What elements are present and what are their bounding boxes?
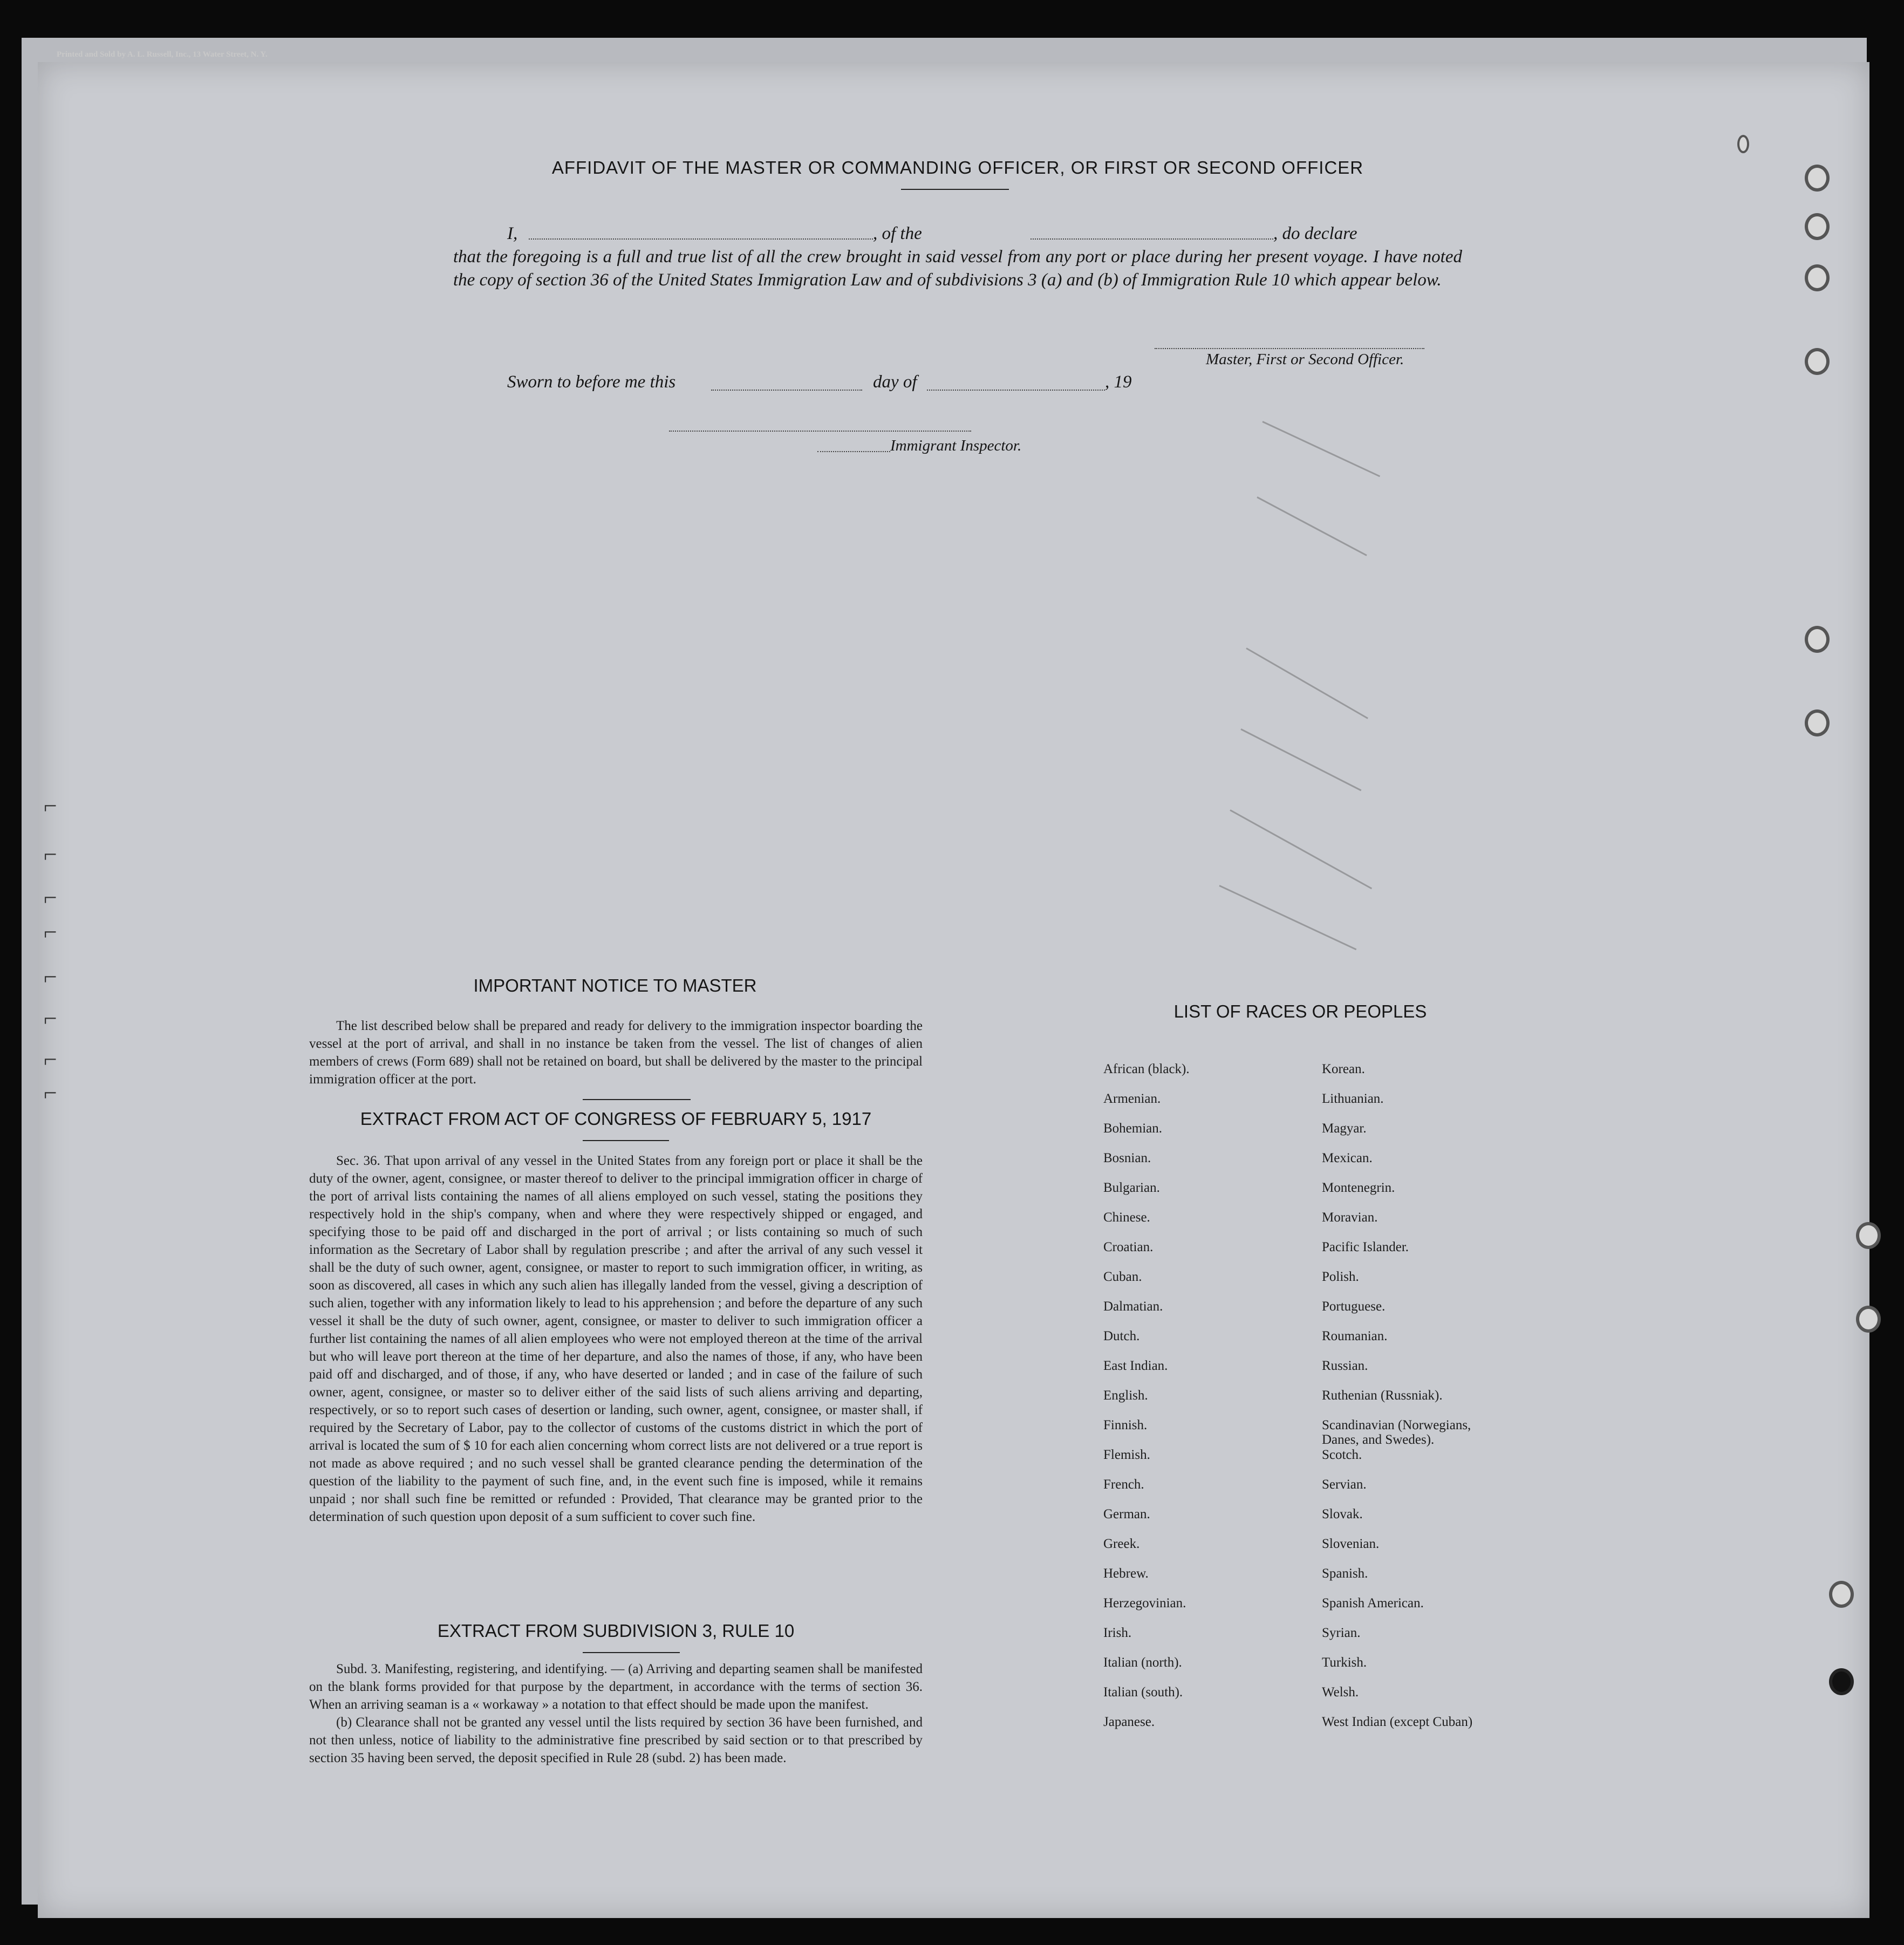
binder-hole — [1805, 213, 1830, 240]
race-item: Korean. — [1322, 1062, 1365, 1076]
inspector-signature-line[interactable] — [669, 431, 971, 432]
notice-heading: IMPORTANT NOTICE TO MASTER — [473, 975, 757, 995]
race-item: Magyar. — [1322, 1121, 1367, 1136]
handwritten-mark: ⌐ — [42, 964, 58, 990]
handwritten-mark: ⌐ — [42, 841, 58, 868]
rule-text — [309, 1660, 923, 1767]
affidavit-body — [453, 222, 1462, 292]
race-item: Dalmatian. — [1103, 1299, 1163, 1314]
race-item: Herzegovinian. — [1103, 1596, 1186, 1610]
master-signature-label: Master, First or Second Officer. — [1206, 351, 1404, 368]
race-item: Irish. — [1103, 1626, 1132, 1640]
handwritten-mark: ⌐ — [42, 1080, 58, 1106]
binder-hole — [1805, 165, 1830, 192]
race-item: Mexican. — [1322, 1151, 1373, 1165]
race-item: Bosnian. — [1103, 1151, 1151, 1165]
notice-text: The list described below shall be prepared and ready for delivery to the immigration inspector boarding the vessel at the port of arrival, and shall in no instance be taken from the vessel. The list of changes of alien members of crews (Form 689) shall not be retained on board, but shall be delivered by the master to the principal immigration officer at the port. — [309, 1019, 923, 1087]
affidavit-text: that the foregoing is a full and true list of all the crew brought in said vessel from any port or place during her present voyage. I have noted the copy of section 36 of the United States Immigration Law and of subdivisions 3 (a) and (b) of Immigration Rule 10 which appear below. — [453, 247, 1462, 290]
race-item: Ruthenian (Russniak). — [1322, 1388, 1443, 1403]
race-item: Spanish American. — [1322, 1596, 1424, 1610]
affidavit-of-the: , of the — [873, 224, 922, 243]
rule-text-b: (b) Clearance shall not be granted any vessel until the lists required by section 36 have been furnished, and not then unless, notice of liability to the administrative fine prescribed by said section or to that prescribed by section 35 having been served, the deposit specified in Rule 28 (subd. 2) has been made. — [309, 1715, 923, 1765]
binder-hole — [1829, 1668, 1854, 1695]
race-item: Bohemian. — [1103, 1121, 1163, 1136]
race-item: Turkish. — [1322, 1655, 1367, 1670]
month-blank[interactable] — [927, 390, 1105, 391]
race-item: Montenegrin. — [1322, 1180, 1395, 1195]
races-heading: LIST OF RACES OR PEOPLES — [1173, 1001, 1427, 1021]
race-item: Welsh. — [1322, 1685, 1359, 1700]
race-item: English. — [1103, 1388, 1148, 1403]
master-signature-line[interactable] — [1155, 348, 1424, 349]
handwritten-mark: ⌐ — [42, 919, 58, 945]
race-item: Cuban. — [1103, 1270, 1142, 1284]
binder-hole — [1737, 135, 1749, 153]
race-item: Polish. — [1322, 1270, 1359, 1284]
race-item: African (black). — [1103, 1062, 1190, 1076]
race-item: Scandinavian (Norwegians, Danes, and Swedes). — [1322, 1418, 1471, 1447]
binder-hole — [1829, 1581, 1854, 1608]
inspector-label: Immigrant Inspector. — [890, 437, 1022, 454]
printer-imprint: Printed and Sold by A. L. Russell, Inc., 13 Water Street, N. Y. — [57, 50, 268, 59]
race-item: Chinese. — [1103, 1210, 1150, 1225]
sworn-label: Sworn to before me this — [507, 372, 676, 392]
binder-hole — [1805, 264, 1830, 291]
binder-hole — [1805, 348, 1830, 375]
day-of-label: day of — [873, 372, 917, 392]
race-item: Armenian. — [1103, 1091, 1161, 1106]
binder-hole — [1856, 1222, 1881, 1249]
act-text: Sec. 36. That upon arrival of any vessel in the United States from any foreign port or place it shall be the duty of the owner, agent, consignee, or master thereof to deliver to the principal immigration officer in charge of the port of arrival lists containing the names of all aliens employed on such vessel, stating the positions they respectively hold in the ship's company, when and where they were respectively shipped or engaged, and specifying those to be paid off and discharged in the port of arrival ; or lists containing so much of such information as the Secretary of Labor shall by regulation prescribe ; and after the arrival of any such vessel it shall be the duty of such owner, agent, consignee, or master to report to such immigration officer, in writing, as soon as discovered, all cases in which any such alien has illegally landed from the vessel, giving a description of such alien, together with any information likely to lead to his apprehension ; and before the departure of any such vessel it shall be the duty of such owner, agent, consignee, or master to deliver to such immigration officer a further list containing the names of all alien employees who were not employed thereon at the time of the arrival but who will leave port thereon at the time of her departure, and also the names of those, if any, who have been paid off and discharged, and of those, if any, who have deserted or landed ; and in case of the failure of such owner, agent, consignee, or master so to deliver either of the said lists of such aliens arriving and departing, respectively, or so to report such cases of desertion or landing, such owner, agent, consignee, or master shall, if required by the Secretary of Labor, pay to the collector of customs of the customs district in which the port of arrival is located the sum of $ 10 for each alien concerning whom correct lists are not delivered or a true report is not made as above required ; and no such vessel shall be granted clearance pending the determination of the question of the liability to the payment of such fine, and, in the event such fine is imposed, while it remains unpaid ; nor shall such fine be remitted or refunded : Provided, That clearance may be granted prior to the determination of such question upon deposit of a sum sufficient to cover such fine. — [309, 1154, 923, 1524]
vessel-blank[interactable] — [1031, 238, 1273, 240]
rule-heading: EXTRACT FROM SUBDIVISION 3, RULE 10 — [437, 1621, 795, 1641]
race-item: Finnish. — [1103, 1418, 1148, 1432]
affidavit-do-declare: , do declare — [1273, 224, 1357, 243]
affidavit-i-label: I, — [507, 224, 518, 243]
race-item: Italian (south). — [1103, 1685, 1183, 1700]
race-item: West Indian (except Cuban) — [1322, 1715, 1473, 1729]
year-label: , 19 — [1105, 372, 1132, 392]
name-blank[interactable] — [529, 238, 873, 240]
race-item: Scotch. — [1322, 1448, 1362, 1462]
race-item: Russian. — [1322, 1359, 1368, 1373]
race-item: Lithuanian. — [1322, 1091, 1384, 1106]
race-item: French. — [1103, 1477, 1144, 1492]
race-item: Bulgarian. — [1103, 1180, 1160, 1195]
race-item: Servian. — [1322, 1477, 1367, 1492]
binder-hole — [1805, 626, 1830, 653]
rule-rule — [583, 1652, 680, 1653]
race-item: Dutch. — [1103, 1329, 1140, 1343]
rule-text-a: Subd. 3. Manifesting, registering, and identifying. — (a) Arriving and departing seamen shall be manifested on the blank forms provided for that purpose by the department, in accordance with the terms of section 36. When an arriving seaman is a « workaway » a notation to that effect should be made upon the manifest. — [309, 1662, 923, 1712]
race-item: Italian (north). — [1103, 1655, 1182, 1670]
handwritten-mark: ⌐ — [42, 884, 58, 911]
binder-hole — [1805, 709, 1830, 736]
race-item: Syrian. — [1322, 1626, 1361, 1640]
race-item: Pacific Islander. — [1322, 1240, 1409, 1254]
race-item: Roumanian. — [1322, 1329, 1388, 1343]
title-rule — [901, 189, 1009, 190]
race-item: Slovenian. — [1322, 1537, 1380, 1551]
binder-hole — [1856, 1306, 1881, 1333]
handwritten-mark: ⌐ — [42, 793, 58, 819]
act-rule — [583, 1140, 669, 1141]
sworn-date-blank[interactable] — [711, 390, 862, 391]
affidavit-title: AFFIDAVIT OF THE MASTER OR COMMANDING OFFICER, OR FIRST OR SECOND OFFICER — [551, 158, 1364, 178]
handwritten-mark: ⌐ — [42, 1046, 58, 1073]
act-heading: EXTRACT FROM ACT OF CONGRESS OF FEBRUARY 5, 1917 — [360, 1109, 872, 1129]
handwritten-mark: ⌐ — [42, 1005, 58, 1032]
notice-rule — [583, 1099, 691, 1100]
race-item: German. — [1103, 1507, 1150, 1521]
race-item: Hebrew. — [1103, 1566, 1149, 1581]
race-item: Japanese. — [1103, 1715, 1155, 1729]
inspector-prefix-line — [817, 451, 890, 452]
race-item: Greek. — [1103, 1537, 1140, 1551]
race-item: Slovak. — [1322, 1507, 1363, 1521]
race-item: Croatian. — [1103, 1240, 1154, 1254]
race-item: Flemish. — [1103, 1448, 1150, 1462]
race-item: Moravian. — [1322, 1210, 1378, 1225]
race-item: East Indian. — [1103, 1359, 1168, 1373]
race-item: Spanish. — [1322, 1566, 1368, 1581]
race-item: Portuguese. — [1322, 1299, 1386, 1314]
